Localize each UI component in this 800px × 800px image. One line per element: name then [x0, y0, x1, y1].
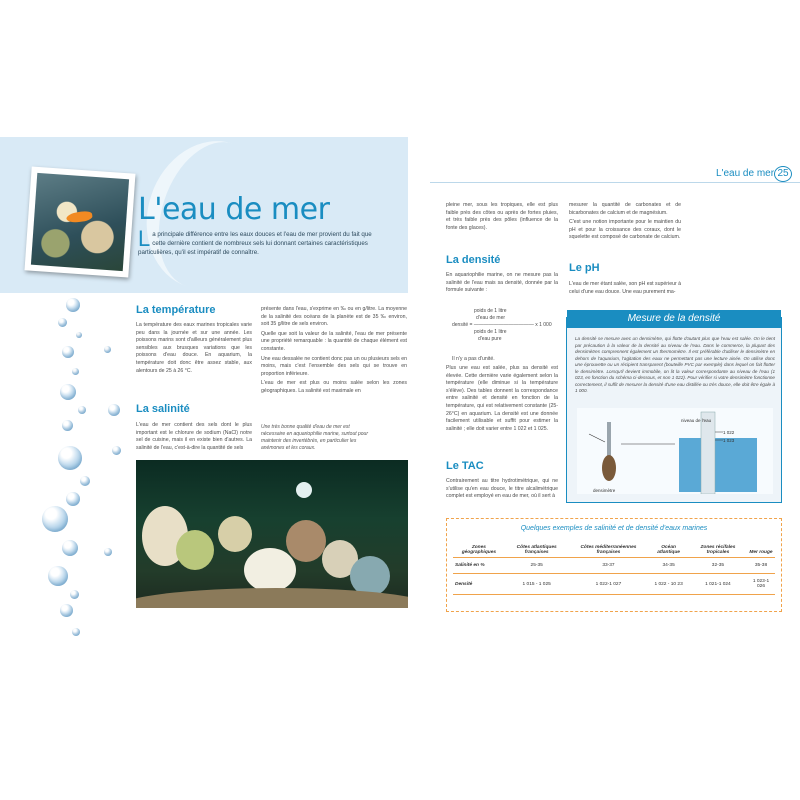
hydrometer-diagram — [577, 408, 773, 494]
hydrometer-bulb — [602, 455, 616, 481]
bubble — [76, 332, 82, 338]
pointer-line — [589, 434, 605, 442]
table-header: Océan atlantique — [648, 543, 689, 558]
sand — [136, 588, 408, 608]
bubble — [72, 628, 80, 636]
table-cell: 1 022-1 027 — [569, 574, 649, 595]
column4-top — [569, 202, 681, 244]
formula-line: poids de 1 litre — [474, 308, 507, 314]
bubble — [108, 404, 120, 416]
salinite-paragraph-2: Quelle que soit la valeur de la salinité, l'eau de mer présente une propriété remarquable : la quantité de chaque élément est constante. — [261, 330, 407, 352]
photo-caption: Une très bonne qualité d'eau de mer est nécessaire en aquariophilie marine, surtout pour maintenir des invertébrés, en particulier les anémones et les coraux. — [261, 424, 369, 451]
formula-line: densité = ———————————— x 1 000 — [452, 322, 552, 328]
table-cell: Densité — [453, 574, 505, 595]
bubble — [104, 548, 112, 556]
table-header: Zones géographiques — [453, 543, 505, 558]
fish-photo-image — [31, 173, 129, 271]
density-measurement-box — [566, 313, 782, 503]
heading-densite: La densité — [446, 254, 501, 266]
bubble — [66, 492, 80, 506]
bubble — [112, 446, 121, 455]
tac-paragraph-1: mesurer la quantité de carbonates et de bicarbonates de calcium et de magnésium. — [569, 202, 681, 216]
bubble — [70, 590, 79, 599]
box-text: La densité se mesure avec un densimètre, qui flotte d'autant plus que l'eau est salée. On le tient par précaution à la valeur de la densité au niveau de l'eau. Dans le commerce, la plupart des densimètres comprennent également un thermomètre. Il est préférable d'utiliser le densimètre en dehors de l'aquarium, l'agitation des eaux ne permettant pas une lecture aisée. On utilise donc une éprouvette ou un récipient transparent (bouteille PVC par exemple) dans lequel on fait flotter le densimètre. Lorsqu'il devient immobile, on lit la valeur correspondante au niveau de l'eau (1 023, en fonction du schéma ci-dessous, et non 1 022). Pour vérifier si votre densimètre fonctionne correctement, il suffit de mesurer la densité d'une eau distillée ou très douce, elle doit être égale à 1 000. — [575, 336, 775, 393]
salinite-text: L'eau de mer contient des sels dont le plus important est le chlorure de sodium (NaCl) notre sel de cuisine, mais il en existe bien d'autres. La salinité de l'eau, c'est-à-dire la quantité de sels — [136, 422, 252, 451]
header-rule — [430, 182, 800, 183]
tick-1022-label: 1 022 — [723, 430, 735, 435]
salinite-paragraph-3: Une eau dessalée ne contient donc pas un ou plusieurs sels en moins, mais c'est l'ensemble des sels qui se trouve en proportion inférieure. — [261, 355, 407, 377]
densite-text: En aquariophilie marine, on ne mesure pas la salinité de l'eau mais sa densité, donnée par la formule suivante : — [446, 272, 558, 294]
ph-text: L'eau de mer étant salée, son pH est supérieur à celui d'une eau douce. Une eau purement ma- — [569, 281, 682, 295]
bubble — [62, 346, 74, 358]
salinite-paragraph-4: L'eau de mer est plus ou moins salée selon les zones géographiques. La salinité est maximale en — [261, 380, 407, 394]
salinite-paragraph-1: présente dans l'eau, s'exprime en ‰ ou en g/litre. La moyenne de la salinité des océans de la planète est de 35 ‰ environ, soit 35 g/litre de sels environ. — [261, 306, 407, 328]
bubble — [48, 566, 68, 586]
page-title: L'eau de mer — [138, 192, 330, 227]
bubble — [104, 346, 111, 353]
bubble — [42, 506, 68, 532]
fish-photo — [24, 166, 135, 277]
coral — [244, 548, 296, 592]
table-row — [453, 558, 775, 574]
salinite-continued — [261, 306, 407, 398]
densite-text-2: Plus une eau est salée, plus sa densité est élevée. Cette dernière varie également selon la température (elle diminue si la température s'élève). Des tables donnent la correspondance entre salinité et densité en fonction de la température, qui est relativement constante (25-26°C) en aquarium. La densité est une donnée facilement utilisable et suffit pour estimer la salinité ; elle doit varier entre 1 022 et 1 025. — [446, 365, 558, 432]
table-header-row — [453, 543, 775, 558]
coral — [176, 530, 214, 570]
table-cell: 1 022 - 10 23 — [648, 574, 689, 595]
formula-line: d'eau de mer — [476, 315, 506, 321]
table-header: Mer rouge — [747, 543, 775, 558]
table-cell: 1 015 - 1 025 — [505, 574, 569, 595]
bubble — [62, 420, 73, 431]
aquarium-photo — [136, 460, 408, 608]
heading-salinite: La salinité — [136, 403, 190, 415]
intro-text: a principale différence entre les eaux douces et l'eau de mer provient du fait que cette dernière contient de nombreux sels lui donnant certaines caractéristiques particulières, qu'il est impératif de connaître. — [138, 231, 372, 256]
tac-paragraph-2: C'est une notion importante pour le maintien du pH et pour la croissance des coraux, dont le squelette est composé de carbonate de calcium. — [569, 219, 681, 241]
bubble — [80, 476, 90, 486]
table-cell: 34-35 — [648, 558, 689, 574]
table-row — [453, 574, 775, 595]
table-header: Zones récifales tropicales — [689, 543, 747, 558]
bubble — [66, 298, 80, 312]
heading-temperature: La température — [136, 304, 216, 316]
intro-paragraph — [138, 226, 378, 257]
magnified-stem — [701, 412, 715, 494]
column3-top: pleine mer, sous les tropiques, elle est plus faible près des côtes ou après de fortes pluies, et très faible près des pôles (influence de la fonte des glaces). — [446, 202, 558, 231]
bubble — [72, 368, 79, 375]
table-cell: 35-38 — [747, 558, 775, 574]
density-formula — [452, 308, 552, 343]
formula-line: d'eau pure — [478, 336, 502, 342]
bubble — [60, 604, 73, 617]
water-level-label: niveau de l'eau — [681, 418, 712, 423]
drop-cap: L — [138, 226, 151, 251]
salinity-table-panel — [446, 518, 782, 612]
table-cell: Salinité en % — [453, 558, 505, 574]
heading-ph: Le pH — [569, 262, 600, 274]
unit-note: Il n'y a pas d'unité. — [452, 356, 495, 362]
table-title: Quelques exemples de salinité et de densité d'eaux marines — [520, 525, 708, 532]
fish-icon — [66, 210, 93, 224]
coral — [296, 482, 312, 498]
table-cell: 33-37 — [569, 558, 649, 574]
tick-1023-label: 1 023 — [723, 438, 735, 443]
table-cell: 1 021-1 024 — [689, 574, 747, 595]
hydrometer-svg — [577, 408, 773, 494]
water-column — [679, 438, 757, 492]
heading-tac: Le TAC — [446, 460, 484, 472]
table-header: Côtes méditerranéennes françaises — [569, 543, 649, 558]
bubble — [78, 406, 86, 414]
tac-text: Contrairement au titre hydrotimétrique, qui ne s'utilise qu'en eau douce, le titre alcalimétrique complet est employé en eau de mer, où il sert à — [446, 478, 558, 500]
salinity-table — [453, 543, 775, 595]
table-header: Côtes atlantiques françaises — [505, 543, 569, 558]
coral — [286, 520, 326, 562]
table-cell: 32-35 — [689, 558, 747, 574]
temperature-text: La température des eaux marines tropicales varie peu dans la journée et sur une année. Les poissons marins sont d'ailleurs généralement plus sensibles aux brusques variations que les poissons d'eau douce. En aquarium, la température doit donc être assez stable, aux alentours de 25 à 26 °C. — [136, 322, 252, 374]
table-cell: 25-35 — [505, 558, 569, 574]
running-title: L'eau de mer — [716, 168, 775, 179]
coral — [218, 516, 252, 552]
box-title: Mesure de la densité — [567, 310, 781, 328]
bubble — [58, 318, 67, 327]
bubble — [62, 540, 78, 556]
formula-line: poids de 1 litre — [474, 329, 507, 335]
bubble — [58, 446, 82, 470]
page-number: 25 — [774, 166, 792, 182]
hydrometer-label: densimètre — [593, 488, 616, 493]
bubble — [60, 384, 76, 400]
table-cell: 1 023-1 026 — [747, 574, 775, 595]
